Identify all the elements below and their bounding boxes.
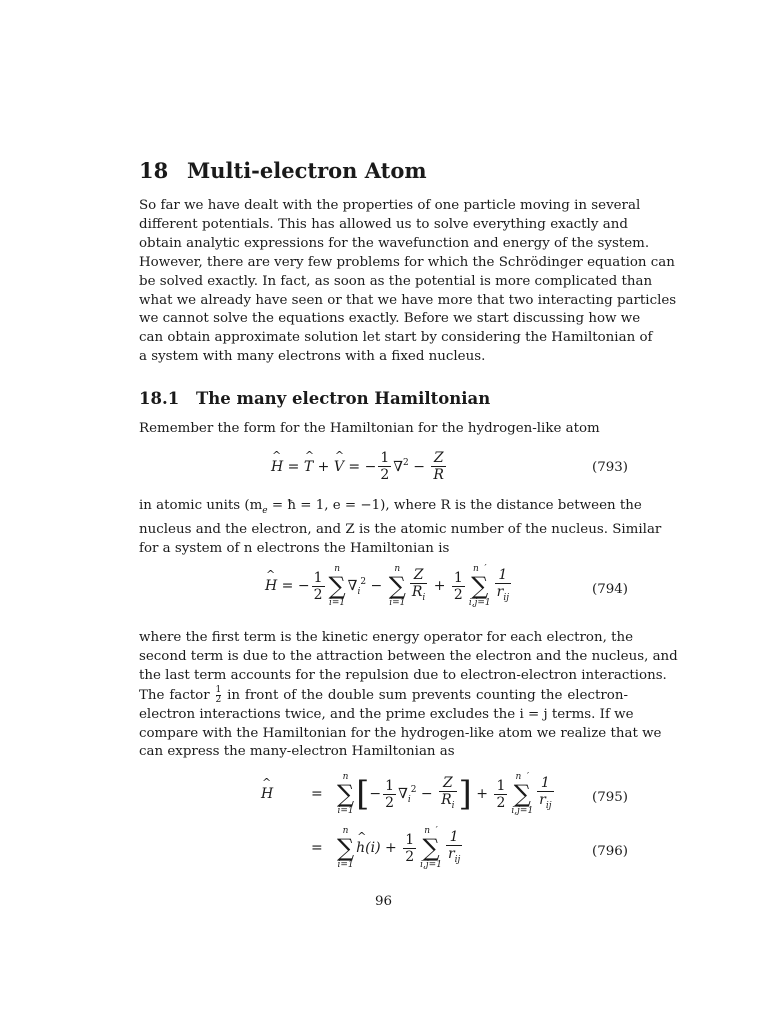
equation-795 [139, 770, 628, 826]
text-line: where the first term is the kinetic energy operator for each electron, the [139, 630, 634, 645]
equation-793 [139, 446, 628, 492]
equation-794 [139, 562, 628, 618]
equation-number: (795) [591, 790, 628, 805]
text-line: Remember the form for the Hamiltonian for the hydrogen-like atom [139, 421, 600, 436]
subsection-number: 18.1 [139, 389, 180, 408]
equation-796 [139, 824, 628, 880]
intro-paragraph [139, 197, 677, 367]
text-line: different potentials. This has allowed us to solve everything exactly and [139, 216, 628, 232]
section-title [139, 158, 427, 183]
text-line: However, there are very few problems for which the Schrödinger equation can [139, 254, 675, 270]
text-line: The factor $\frac{1}{2}$ in front of the double sum prevents counting the electron- [139, 684, 628, 705]
page-number: 96 [374, 894, 393, 909]
equation-body: ^ H = − $\frac{1}{2}$ n ∑ i=1 $\nabla_i^2$ − n ∑ i=1 $\frac{Z}{R_i}$ + $\frac{1}{2}$ n ′ ∑ i,j=1 $\frac{1}{r_{ij}}$ [265, 564, 513, 608]
text-line: nucleus and the electron, and Z is the atomic number of the nucleus. Similar [139, 521, 662, 537]
text-line: what we already have seen or that we have more that two interacting particles [139, 292, 677, 308]
text-line: we cannot solve the equations exactly. Before we start discussing how we [139, 311, 641, 327]
remember-paragraph [139, 420, 628, 439]
where-paragraph [139, 629, 678, 762]
text-line: in atomic units ($m_e$ = ħ = 1, e = −1), where R is the distance between the [139, 498, 642, 516]
text-line: a system with many electrons with a fixed nucleus. [139, 349, 486, 365]
equation-number: (794) [591, 582, 628, 597]
section-number: 18 [139, 158, 169, 183]
text-line: can express the many-electron Hamiltonian as [139, 744, 455, 760]
text-line: compare with the Hamiltonian for the hydrogen-like atom we realize that we [139, 725, 662, 741]
equation-body: = n ∑ i=1 ^ h(i) + $\frac{1}{2}$ n ′ ∑ i,j=1 $\frac{1}{r_{ij}}$ [311, 826, 464, 870]
text-line: can obtain approximate solution let start by considering the Hamiltonian of [139, 330, 653, 346]
section-title-text: Multi-electron Atom [187, 158, 427, 183]
text-line: obtain analytic expressions for the wavefunction and energy of the system. [139, 235, 650, 251]
text-line: be solved exactly. In fact, as soon as the potential is more complicated than [139, 273, 653, 289]
equation-body: ^ H = ^ T + ^ V = − $\frac{1}{2}$ ∇$^2$ − $\frac{Z}{R}$ [271, 450, 448, 483]
document-page [139, 0, 678, 1024]
text-line: the last term accounts for the repulsion due to electron-electron interactions. [139, 667, 667, 683]
subsection-title-text: The many electron Hamiltonian [196, 389, 491, 408]
atomic-units-paragraph [139, 497, 662, 559]
text-line: electron interactions twice, and the prime excludes the i = j terms. If we [139, 706, 634, 722]
text-line: for a system of n electrons the Hamiltonian is [139, 540, 450, 556]
equation-body: ^ H = n ∑ i=1 [− $\frac{1}{2}$ $\nabla_i^2$ − $\frac{Z}{R_i}$ ] + $\frac{1}{2}$ n ′ ∑ i,j=1 $\frac{1}{r_{ij}}$ [261, 772, 556, 816]
subsection-title [139, 389, 490, 408]
equation-number: (793) [591, 460, 628, 475]
equation-number: (796) [591, 844, 628, 859]
text-line: So far we have dealt with the properties of one particle moving in several [139, 198, 641, 213]
text-line: second term is due to the attraction between the electron and the nucleus, and [139, 648, 678, 664]
